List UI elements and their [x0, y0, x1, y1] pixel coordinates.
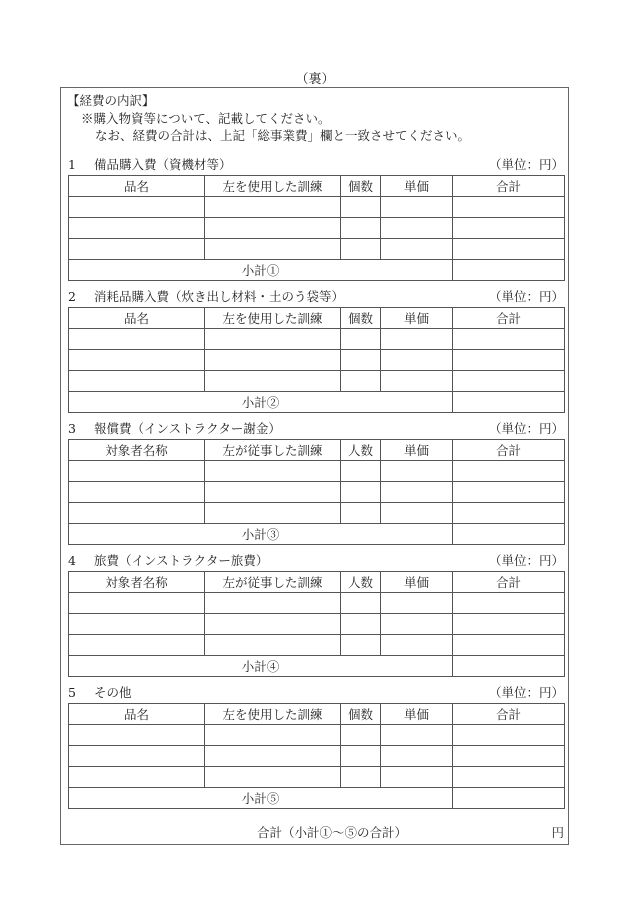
entry-cell[interactable]: [341, 197, 381, 218]
entry-cell[interactable]: [205, 593, 341, 614]
entry-cell[interactable]: [453, 218, 565, 239]
instruction-note: ※購入物資等について、記載してください。: [81, 110, 331, 126]
entry-cell[interactable]: [69, 329, 205, 350]
table-row: [69, 461, 565, 482]
column-header: 左を使用した訓練: [205, 308, 341, 329]
column-header: 対象者名称: [69, 440, 205, 461]
entry-cell[interactable]: [205, 746, 341, 767]
entry-cell[interactable]: [453, 371, 565, 392]
entry-cell[interactable]: [381, 329, 453, 350]
column-header: 個数: [341, 704, 381, 725]
subtotal-row: [69, 524, 565, 545]
table-row: [69, 197, 565, 218]
entry-cell[interactable]: [205, 239, 341, 260]
column-header: 人数: [341, 572, 381, 593]
section-title: その他: [94, 685, 132, 700]
subtotal-row: [69, 656, 565, 677]
entry-cell[interactable]: [69, 239, 205, 260]
table-row: [69, 329, 565, 350]
table-header-row: [69, 308, 565, 329]
table-row: [69, 218, 565, 239]
entry-cell[interactable]: [69, 461, 205, 482]
expense-table: [68, 571, 565, 677]
entry-cell[interactable]: [453, 614, 565, 635]
instruction-note-2: なお、経費の合計は、上記「総事業費」欄と一致させてください。: [95, 128, 471, 143]
entry-cell[interactable]: [453, 461, 565, 482]
table-header-row: [69, 176, 565, 197]
column-header: 合計: [453, 308, 565, 329]
entry-cell[interactable]: [69, 197, 205, 218]
subtotal-amount-cell[interactable]: [453, 656, 565, 677]
subtotal-label: 小計②: [69, 392, 453, 413]
expense-section-3: [68, 419, 564, 545]
entry-cell[interactable]: [453, 635, 565, 656]
subtotal-label: 小計④: [69, 656, 453, 677]
section-heading: [68, 155, 564, 175]
column-header: 左が従事した訓練: [205, 440, 341, 461]
table-row: [69, 746, 565, 767]
entry-cell[interactable]: [69, 725, 205, 746]
expense-section-4: [68, 551, 564, 677]
entry-cell[interactable]: [341, 593, 381, 614]
entry-cell[interactable]: [205, 614, 341, 635]
expense-section-5: [68, 683, 564, 809]
section-number: 5: [68, 685, 76, 700]
column-header: 合計: [453, 440, 565, 461]
entry-cell[interactable]: [381, 218, 453, 239]
table-row: [69, 635, 565, 656]
grand-total-row: [61, 823, 568, 841]
entry-cell[interactable]: [453, 239, 565, 260]
expense-section-2: [68, 287, 564, 413]
entry-cell[interactable]: [341, 350, 381, 371]
subtotal-row: [69, 260, 565, 281]
column-header: 対象者名称: [69, 572, 205, 593]
column-header: 合計: [453, 704, 565, 725]
table-row: [69, 482, 565, 503]
section-number: 4: [68, 553, 76, 568]
entry-cell[interactable]: [453, 767, 565, 788]
entry-cell[interactable]: [341, 482, 381, 503]
section-heading: [68, 551, 564, 571]
entry-cell[interactable]: [381, 197, 453, 218]
subtotal-label: 小計⑤: [69, 788, 453, 809]
entry-cell[interactable]: [69, 593, 205, 614]
entry-cell[interactable]: [341, 767, 381, 788]
entry-cell[interactable]: [205, 767, 341, 788]
entry-cell[interactable]: [381, 239, 453, 260]
entry-cell[interactable]: [341, 725, 381, 746]
entry-cell[interactable]: [205, 218, 341, 239]
entry-cell[interactable]: [69, 635, 205, 656]
entry-cell[interactable]: [381, 746, 453, 767]
unit-label: （単位：円）: [488, 289, 564, 304]
column-header: 単価: [381, 704, 453, 725]
section-title: 備品購入費（資機材等）: [94, 157, 232, 172]
subtotal-amount-cell[interactable]: [453, 260, 565, 281]
unit-label: （単位：円）: [488, 685, 564, 700]
subtotal-amount-cell[interactable]: [453, 524, 565, 545]
section-heading: [68, 683, 564, 703]
column-header: 単価: [381, 572, 453, 593]
entry-cell[interactable]: [381, 725, 453, 746]
entry-cell[interactable]: [381, 767, 453, 788]
table-row: [69, 350, 565, 371]
column-header: 単価: [381, 176, 453, 197]
table-row: [69, 239, 565, 260]
entry-cell[interactable]: [453, 503, 565, 524]
entry-cell[interactable]: [381, 503, 453, 524]
section-heading: [68, 419, 564, 439]
table-header-row: [69, 704, 565, 725]
entry-cell[interactable]: [69, 482, 205, 503]
subtotal-row: [69, 788, 565, 809]
entry-cell[interactable]: [205, 461, 341, 482]
entry-cell[interactable]: [205, 350, 341, 371]
column-header: 品名: [69, 704, 205, 725]
entry-cell[interactable]: [205, 329, 341, 350]
entry-cell[interactable]: [205, 371, 341, 392]
column-header: 左が従事した訓練: [205, 572, 341, 593]
unit-label: （単位：円）: [488, 157, 564, 172]
table-row: [69, 767, 565, 788]
unit-label: （単位：円）: [488, 553, 564, 568]
column-header: 合計: [453, 572, 565, 593]
section-title: 報償費（インストラクター謝金）: [94, 421, 281, 436]
expense-table: [68, 439, 565, 545]
subtotal-amount-cell[interactable]: [453, 788, 565, 809]
column-header: 個数: [341, 308, 381, 329]
column-header: 単価: [381, 440, 453, 461]
expense-table: [68, 307, 565, 413]
entry-cell[interactable]: [341, 218, 381, 239]
entry-cell[interactable]: [341, 371, 381, 392]
column-header: 左を使用した訓練: [205, 704, 341, 725]
column-header: 合計: [453, 176, 565, 197]
entry-cell[interactable]: [205, 197, 341, 218]
entry-cell[interactable]: [69, 371, 205, 392]
entry-cell[interactable]: [453, 746, 565, 767]
table-row: [69, 593, 565, 614]
section-heading: [68, 287, 564, 307]
entry-cell[interactable]: [453, 725, 565, 746]
expense-table: [68, 703, 565, 809]
section-number: 1: [68, 157, 76, 172]
entry-cell[interactable]: [69, 767, 205, 788]
subtotal-row: [69, 392, 565, 413]
entry-cell[interactable]: [453, 197, 565, 218]
entry-cell[interactable]: [205, 482, 341, 503]
table-row: [69, 725, 565, 746]
table-header-row: [69, 440, 565, 461]
entry-cell[interactable]: [453, 593, 565, 614]
section-number: 3: [68, 421, 76, 436]
entry-cell[interactable]: [69, 746, 205, 767]
entry-cell[interactable]: [341, 614, 381, 635]
page-side-label: （裏）: [295, 72, 335, 87]
table-header-row: [69, 572, 565, 593]
entry-cell[interactable]: [381, 350, 453, 371]
table-row: [69, 614, 565, 635]
section-title: 旅費（インストラクター旅費）: [94, 553, 269, 568]
entry-cell[interactable]: [381, 635, 453, 656]
entry-cell[interactable]: [69, 614, 205, 635]
entry-cell[interactable]: [453, 350, 565, 371]
entry-cell[interactable]: [69, 350, 205, 371]
entry-cell[interactable]: [69, 503, 205, 524]
entry-cell[interactable]: [381, 614, 453, 635]
column-header: 人数: [341, 440, 381, 461]
subtotal-label: 小計①: [69, 260, 453, 281]
column-header: 単価: [381, 308, 453, 329]
entry-cell[interactable]: [453, 482, 565, 503]
intro-block: [67, 92, 470, 145]
table-row: [69, 371, 565, 392]
expense-section-1: [68, 155, 564, 281]
entry-cell[interactable]: [341, 635, 381, 656]
table-row: [69, 503, 565, 524]
grand-total-unit: 円: [551, 825, 564, 840]
entry-cell[interactable]: [453, 329, 565, 350]
expense-breakdown-frame: [60, 87, 569, 845]
entry-cell[interactable]: [341, 503, 381, 524]
entry-cell[interactable]: [205, 635, 341, 656]
entry-cell[interactable]: [381, 593, 453, 614]
entry-cell[interactable]: [381, 371, 453, 392]
section-title: 【経費の内訳】: [67, 93, 155, 108]
column-header: 左を使用した訓練: [205, 176, 341, 197]
entry-cell[interactable]: [341, 239, 381, 260]
entry-cell[interactable]: [341, 746, 381, 767]
grand-total-label: 合計（小計①〜⑤の合計）: [257, 825, 408, 840]
unit-label: （単位：円）: [488, 421, 564, 436]
subtotal-amount-cell[interactable]: [453, 392, 565, 413]
entry-cell[interactable]: [341, 329, 381, 350]
entry-cell[interactable]: [381, 461, 453, 482]
entry-cell[interactable]: [69, 218, 205, 239]
expense-table: [68, 175, 565, 281]
column-header: 品名: [69, 176, 205, 197]
entry-cell[interactable]: [381, 482, 453, 503]
subtotal-label: 小計③: [69, 524, 453, 545]
entry-cell[interactable]: [205, 503, 341, 524]
entry-cell[interactable]: [341, 461, 381, 482]
entry-cell[interactable]: [205, 725, 341, 746]
column-header: 個数: [341, 176, 381, 197]
section-title: 消耗品購入費（炊き出し材料・土のう袋等）: [94, 289, 345, 304]
column-header: 品名: [69, 308, 205, 329]
section-number: 2: [68, 289, 76, 304]
